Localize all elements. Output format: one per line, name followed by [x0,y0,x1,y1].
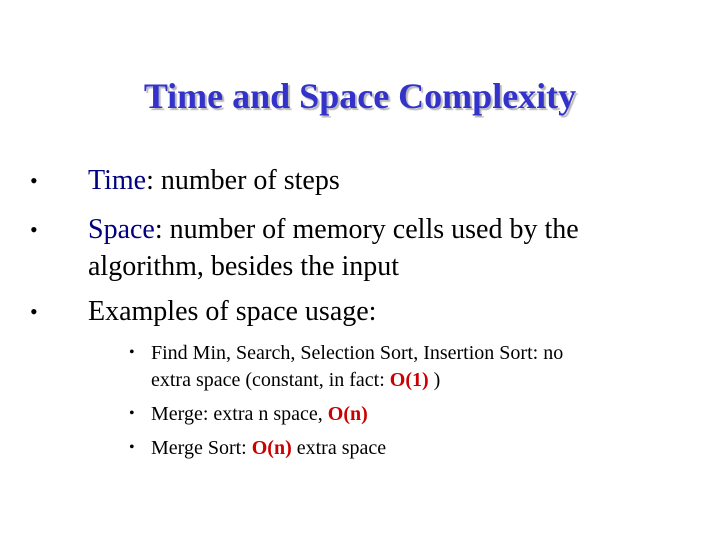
bullet-term-time: Time [88,165,147,196]
slide-title: Time and Space Complexity [143,76,577,116]
sub-bullet-merge [129,401,691,427]
sub-bullet-text: Merge: extra n space, [151,403,328,425]
bullet-time [30,164,688,197]
sub-bullet-text: Find Min, Search, Selection Sort, Insertion Sort: no [151,342,564,364]
bullet-space [30,213,688,246]
bullet-examples [30,295,688,328]
bullet-dot-icon: • [30,168,38,193]
sub-bullet-dot-icon: • [129,405,135,422]
bullet-text-time: : number of steps [146,165,340,196]
sub-bullet-text: extra space [291,437,387,459]
sub-bullet-find-min [129,340,691,366]
sub-bullet-text: ) [428,369,441,391]
bullet-text-space: : number of memory cells used by the [154,214,579,245]
complexity-on: O(n) [251,437,292,459]
bullet-term-space: Space [88,214,155,245]
sub-bullet-text: extra space (constant, in fact: [151,369,390,391]
bullet-dot-icon: • [30,299,38,324]
sub-bullet-find-min-continuation [151,367,691,393]
sub-bullet-dot-icon: • [129,344,135,361]
complexity-o1: O(1) [389,369,429,391]
bullet-dot-icon: • [30,217,38,242]
sub-bullet-text: Merge Sort: [151,437,252,459]
sub-bullet-merge-sort [129,435,691,461]
complexity-on: O(n) [327,403,368,425]
bullet-space-continuation: algorithm, besides the input [88,251,400,282]
sub-bullet-dot-icon: • [129,439,135,456]
bullet-text-examples: Examples of space usage: [88,296,377,327]
